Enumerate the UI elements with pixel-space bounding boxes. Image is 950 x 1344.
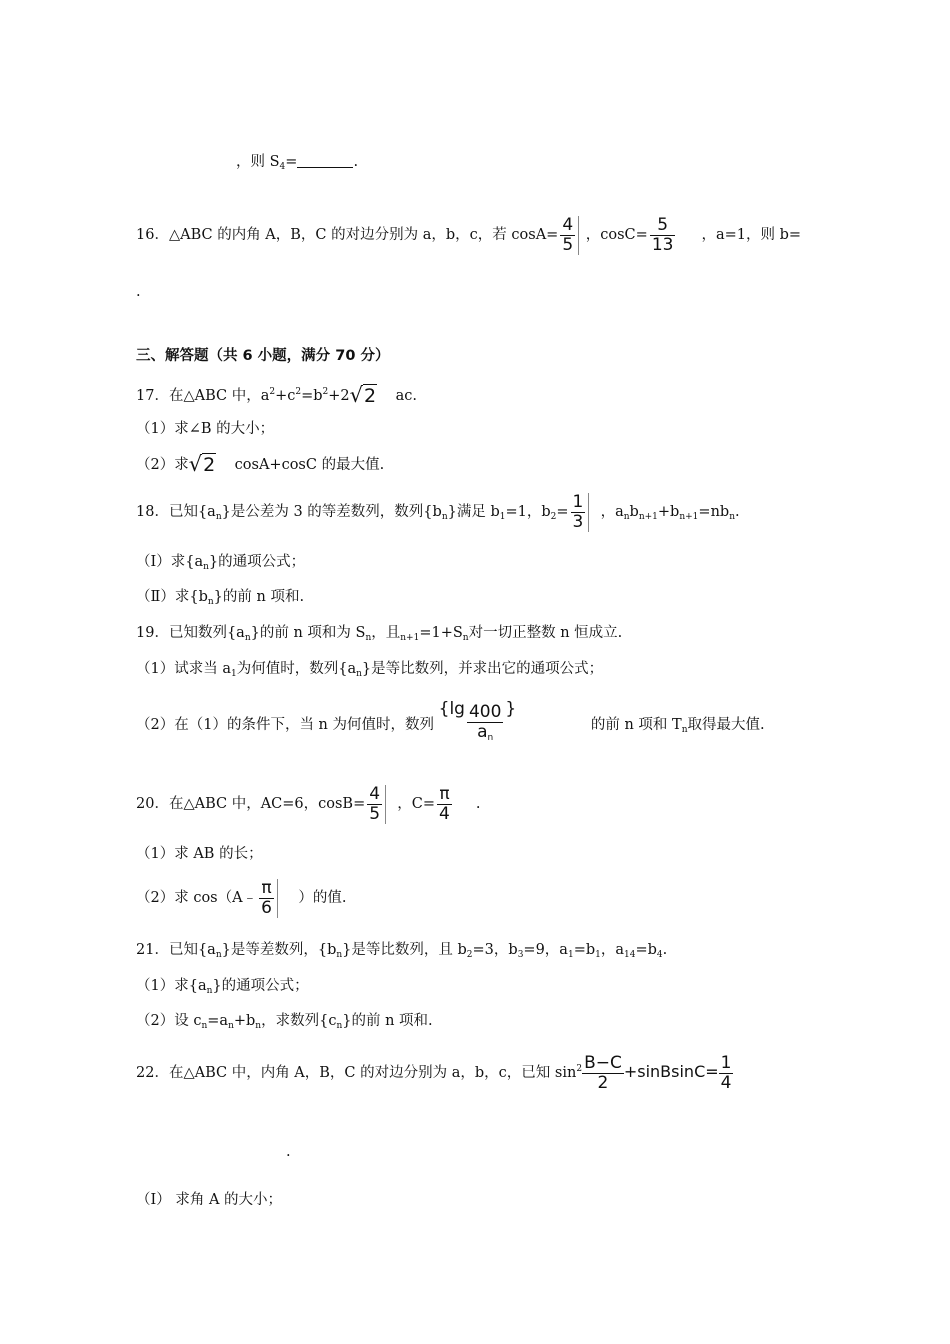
question-21: 21．已知$\{a_n\}$是等差数列，$\{b_n\}$是等比数列，且 $b_2=3$，$b_3=9$，$a_1=b_1$，$a_{14}=b_4$. bbox=[136, 942, 668, 960]
question-19-part-2: （2）在（1）的条件下，当 n 为何值时，数列 {lg $\frac{400}{a_n}$ } 的前 n 项和 $T_n$取得最大值. bbox=[136, 700, 765, 755]
question-20: 20．在△ABC 中，AC=6，cosB= $\frac{4}{5}$ ，C= $\frac{\pi}{4}$ . bbox=[136, 783, 481, 824]
question-21-part-2: （2）设 $c_n=a_n+b_n$，求数列$\{c_n\}$的前 n 项和. bbox=[136, 1013, 433, 1031]
question-20-part-1: （1）求 AB 的长； bbox=[136, 846, 263, 862]
fraction-1-3: $\frac{1}{3}$ bbox=[571, 493, 590, 532]
answer-blank bbox=[297, 153, 353, 168]
lg-fraction-expression: {lg $\frac{400}{a_n}$ } bbox=[439, 700, 517, 750]
fraction-4-5: $\frac{4}{5}$ bbox=[367, 785, 386, 824]
fraction-1-4: $\frac{1}{4}$ bbox=[720, 1052, 732, 1093]
question-19-part-1: （1）试求当 $a_1$为何值时，数列$\{a_n\}$是等比数列，并求出它的通项公式； bbox=[136, 661, 604, 679]
question-16: 16．△ABC 的内角 A，B，C 的对边分别为 a，b，c，若 cosA= $\frac{4}{5}$ ，cosC= $\frac{5}{13}$ ，a=1，则 b= bbox=[136, 214, 802, 255]
question-22: 22．在△ABC 中，内角 A，B，C 的对边分别为 a，b，c，已知 $\sin^2$ $\frac{B-C}{2}$ +sinBsinC= $\frac{1}{4}$ bbox=[136, 1052, 732, 1093]
sqrt-2: √2 bbox=[349, 383, 377, 407]
fraction-pi-4: $\frac{\pi}{4}$ bbox=[439, 783, 450, 824]
question-17-part-2: （2）求√2 cosA+cosC 的最大值. bbox=[136, 452, 385, 476]
question-20-part-2: （2）求 cos（A﹣ $\frac{\pi}{6}$ ）的值. bbox=[136, 877, 347, 918]
question-17: 17．在△ABC 中，$a^2+c^2=b^2+2√2$ ac. bbox=[136, 383, 417, 407]
question-17-part-1: （1）求∠B 的大小； bbox=[136, 421, 275, 437]
question-21-part-1: （1）求$\{a_n\}$的通项公式； bbox=[136, 978, 309, 996]
question-18-part-2: （Ⅱ）求$\{b_n\}$的前 n 项和. bbox=[136, 589, 305, 607]
question-16-end: . bbox=[136, 284, 141, 300]
fraction-pi-6: $\frac{\pi}{6}$ bbox=[259, 879, 278, 918]
sqrt-2: √2 bbox=[188, 452, 216, 476]
fraction-4-5: $\frac{4}{5}$ bbox=[560, 216, 579, 255]
question-22-end: . bbox=[286, 1144, 291, 1160]
fraction-b-minus-c-over-2: $\frac{B-C}{2}$ bbox=[584, 1052, 622, 1093]
section-heading: 三、解答题（共 6 小题，满分 70 分） bbox=[136, 348, 390, 364]
fraction-5-13: $\frac{5}{13}$ bbox=[651, 214, 674, 255]
question-18: 18．已知$\{a_n\}$是公差为 3 的等差数列，数列$\{b_n\}$满足 $b_1=1$，$b_2=$ $\frac{1}{3}$ ，$a_nb_{n+1}+b_{n+1}=nb_n$. bbox=[136, 491, 740, 532]
question-18-part-1: （Ⅰ）求$\{a_n\}$的通项公式； bbox=[136, 554, 306, 572]
question-22-part-1: （Ⅰ） 求角 A 的大小； bbox=[136, 1192, 283, 1208]
question-19: 19．已知数列$\{a_n\}$的前 n 项和为 $S_n$，且$_{n+1}=1+S_n$对一切正整数 n 恒成立. bbox=[136, 625, 623, 643]
q15-tail: ，则 $S_4=$ . bbox=[236, 154, 359, 172]
